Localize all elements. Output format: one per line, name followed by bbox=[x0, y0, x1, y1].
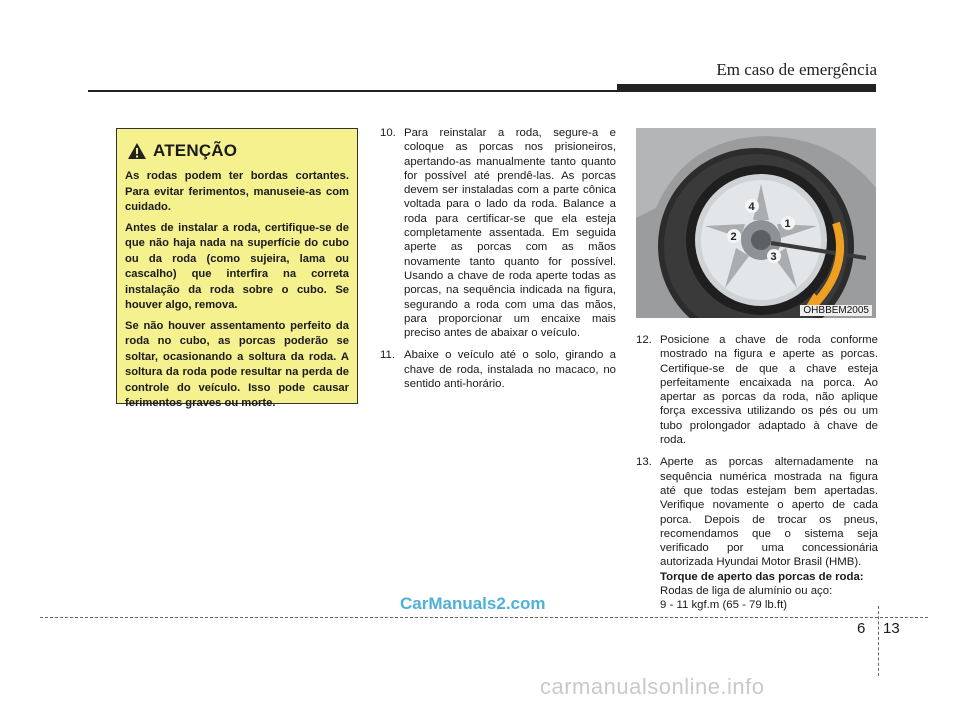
step-number: 11. bbox=[380, 349, 395, 362]
page-number: 13 bbox=[883, 620, 900, 637]
step-text: Posicione a chave de roda conforme mostrado na figura e aperte as porcas. Certifique-se de que a chave esteja perfeitamente encaixada na porca. Ao apertar as porcas da roda, não aplique força excessiva utilizando os pés ou um tubo prolongador adaptado à chave de roda. bbox=[660, 334, 878, 447]
torque-value: 9 - 11 kgf.m (65 - 79 lb.ft) bbox=[660, 599, 788, 612]
step-item bbox=[636, 333, 878, 447]
step-text: Aperte as porcas alternadamente na sequência numérica mostrada na figura até que todas estejam bem apertadas. Verifique novamente o aperto de cada porca. Depois de trocar os pneus, recomendamos que o sistema seja verificado por uma concessionária autorizada Hyundai Motor Brasil (HMB). bbox=[660, 456, 878, 569]
step-item bbox=[636, 455, 878, 612]
warning-triangle-icon bbox=[127, 142, 147, 160]
step-body bbox=[660, 455, 878, 612]
wheel-figure bbox=[636, 128, 876, 318]
watermark-top: CarManuals2.com bbox=[400, 594, 546, 613]
section-title: Em caso de emergência bbox=[716, 60, 877, 79]
step-number: 12. bbox=[636, 334, 652, 346]
warning-title: ATENÇÃO bbox=[153, 141, 238, 160]
warning-paragraph: Se não houver assentamento perfeito da roda no cubo, as porcas poderão se soltar, ocasionando a soltura da roda. A soltura da roda pode resultar na perda de controle do veículo. Isso pode causar ferimentos graves ou morte. bbox=[125, 319, 349, 409]
instructions-column-right bbox=[636, 333, 878, 621]
nut-label-1: 1 bbox=[784, 218, 791, 230]
instructions-column-middle bbox=[380, 126, 616, 399]
step-item bbox=[380, 348, 616, 391]
nut-label-4: 4 bbox=[748, 201, 755, 213]
wheel-illustration bbox=[636, 128, 876, 318]
watermark-bottom: carmanualsonline.info bbox=[540, 674, 765, 699]
step-text: Para reinstalar a roda, segure-a e coloque as porcas nos prisioneiros, apertando-as manualmente tanto quanto for possível até prendê-las. As porcas devem ser instaladas com a parte cônica voltada para o lado da roda. Balance a roda para certificar-se que ela esteja completamente assentada. Em seguida aperte as porcas com as mãos novamente tanto quanto for possível. Usando a chave de roda aperte todas as porcas, na sequência indicada na figura, segurando a roda com uma das mãos, para proporcionar um encaixe mais preciso antes de abaixar o veículo. bbox=[404, 127, 616, 340]
step-item bbox=[380, 126, 616, 340]
nut-label-3: 3 bbox=[770, 251, 777, 263]
footer-divider bbox=[878, 606, 879, 676]
torque-heading: Torque de aperto das porcas de roda: bbox=[660, 570, 864, 583]
nut-label-2: 2 bbox=[730, 231, 737, 243]
warning-header bbox=[127, 141, 349, 161]
torque-line: Rodas de liga de alumínio ou aço: bbox=[660, 585, 833, 598]
warning-box bbox=[116, 128, 358, 409]
step-number: 10. bbox=[380, 127, 396, 139]
chapter-number: 6 bbox=[857, 620, 866, 637]
step-text: Abaixe o veículo até o solo, girando a chave de roda, instalada no macaco, no sentido anti-horário. bbox=[404, 349, 616, 391]
header-rule-accent bbox=[617, 84, 876, 91]
footer-rule bbox=[40, 617, 928, 618]
warning-paragraph: Antes de instalar a roda, certifique-se de que não haja nada na superfície do cubo ou da roda (como sujeira, lama ou cascalho) que interfira na correta instalação da roda sobre o cubo. Se houver algo, remova. bbox=[125, 221, 349, 311]
figure-caption: OHBBEM2005 bbox=[800, 305, 872, 316]
step-number: 13. bbox=[636, 456, 652, 469]
warning-paragraph: As rodas podem ter bordas cortantes. Para evitar ferimentos, manuseie-as com cuidado. bbox=[125, 170, 349, 213]
